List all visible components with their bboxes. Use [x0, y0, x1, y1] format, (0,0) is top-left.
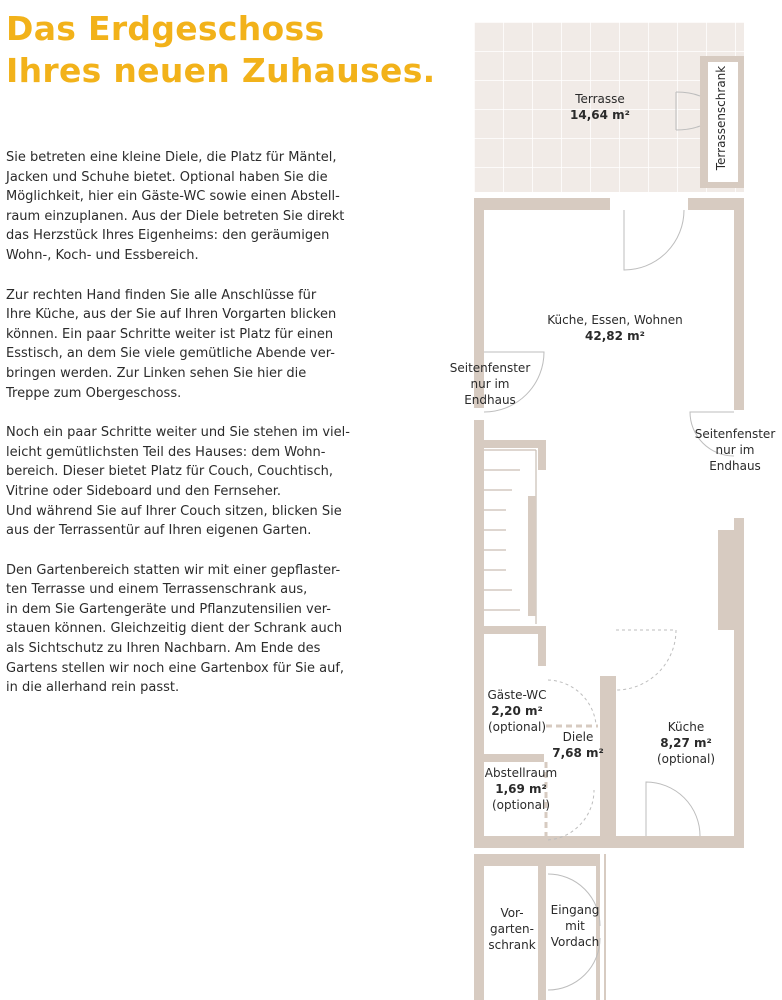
room-name-line: garten-	[490, 922, 534, 936]
text-line: aus der Terrassentür auf Ihren eigenen Garten.	[6, 523, 312, 539]
window-note-right	[688, 426, 782, 474]
room-name-line: Eingang	[550, 903, 600, 917]
room-label-abstellraum	[478, 765, 564, 813]
text-line: Treppe zum Obergeschoss.	[6, 385, 182, 401]
room-name: Küche	[667, 720, 705, 734]
text-line: stauen können. Gleichzeitig dient der Schrank auch	[6, 621, 343, 637]
room-area: 1,69 m²	[495, 782, 547, 796]
room-label-gaeste-wc	[478, 687, 556, 735]
title-line-1: Das Erdgeschoss	[6, 9, 325, 48]
window-note-left	[442, 360, 538, 408]
room-label-terrassenschrank	[700, 58, 742, 178]
room-label-vorgartenschrank	[484, 905, 540, 953]
text-line: Zur rechten Hand finden Sie alle Anschlüsse für	[6, 287, 317, 303]
text-line: Ihre Küche, aus der Sie auf Ihren Vorgarten blicken	[6, 307, 337, 323]
room-area: 14,64 m²	[570, 108, 630, 122]
text-line: Esstisch, an dem Sie viele gemütliche Abende ver-	[6, 346, 335, 362]
room-area: 7,68 m²	[552, 746, 604, 760]
note-line: Seitenfenster	[694, 427, 776, 441]
paragraph-2	[6, 286, 376, 404]
room-name: Diele	[562, 730, 594, 744]
text-line: Sie betreten eine kleine Diele, die Platz für Mäntel,	[6, 150, 337, 165]
text-line: Gartens stellen wir noch eine Gartenbox für Sie auf,	[6, 660, 345, 676]
text-line: als Sichtschutz zu Ihren Nachbarn. Am Ende des	[6, 641, 321, 657]
description-text	[6, 148, 376, 718]
room-note: (optional)	[492, 798, 550, 812]
room-area: 8,27 m²	[660, 736, 712, 750]
room-label-terrasse	[560, 91, 640, 123]
room-note: (optional)	[657, 752, 715, 766]
text-line: Wohn-, Koch- und Essbereich.	[6, 247, 199, 263]
text-line: Und während Sie auf Ihrer Couch sitzen, blicken Sie	[6, 503, 342, 519]
text-line: das Herzstück Ihres Eigenheims: den geräumigen	[6, 228, 330, 244]
text-line: Vitrine oder Sideboard und den Fernseher.	[6, 483, 282, 499]
room-label-eingang	[546, 902, 604, 950]
room-label-kueche	[646, 719, 726, 767]
text-line: Den Gartenbereich statten wir mit einer gepflaster-	[6, 562, 341, 578]
room-label-wohnen	[535, 312, 695, 344]
note-line: nur im	[715, 443, 755, 457]
room-name: Abstellraum	[484, 766, 558, 780]
room-note: (optional)	[488, 720, 546, 734]
room-name: Terrassenschrank	[714, 65, 729, 171]
room-name-line: schrank	[488, 938, 536, 952]
room-name: Küche, Essen, Wohnen	[547, 313, 683, 327]
staircase	[484, 450, 536, 624]
paragraph-4	[6, 561, 376, 698]
text-line: in dem Sie Gartengeräte und Pflanzutensilien ver-	[6, 601, 331, 617]
text-line: ten Terrasse und einem Terrassenschrank aus,	[6, 582, 308, 598]
room-area: 2,20 m²	[491, 704, 543, 718]
text-line: leicht gemütlichsten Teil des Hauses: dem Wohn-	[6, 444, 326, 460]
text-line: bereich. Dieser bietet Platz für Couch, Couchtisch,	[6, 464, 333, 480]
note-line: Endhaus	[464, 393, 516, 407]
room-name-line: Vor-	[500, 906, 524, 920]
note-line: nur im	[470, 377, 510, 391]
text-line: in die allerhand rein passt.	[6, 680, 180, 696]
text-line: raum einzuplanen. Aus der Diele betreten Sie direkt	[6, 208, 345, 224]
text-line: Noch ein paar Schritte weiter und Sie stehen im viel-	[6, 425, 350, 441]
room-name: Gäste-WC	[487, 688, 547, 702]
page-title	[6, 8, 435, 92]
text-line: Jacken und Schuhe bietet. Optional haben Sie die	[6, 169, 328, 185]
text-line: Möglichkeit, hier ein Gäste-WC sowie einen Abstell-	[6, 189, 340, 205]
text-line: bringen werden. Zur Linken sehen Sie hier die	[6, 365, 307, 381]
title-line-2: Ihres neuen Zuhauses.	[6, 51, 436, 90]
room-area: 42,82 m²	[585, 329, 645, 343]
room-name-line: Vordach	[550, 935, 600, 949]
paragraph-1	[6, 148, 376, 266]
paragraph-3	[6, 423, 376, 541]
room-name-line: mit	[565, 919, 585, 933]
room-name: Terrasse	[575, 92, 625, 106]
text-line: können. Ein paar Schritte weiter ist Platz für einen	[6, 326, 334, 342]
note-line: Seitenfenster	[449, 361, 531, 375]
room-label-diele	[548, 729, 608, 761]
note-line: Endhaus	[709, 459, 761, 473]
